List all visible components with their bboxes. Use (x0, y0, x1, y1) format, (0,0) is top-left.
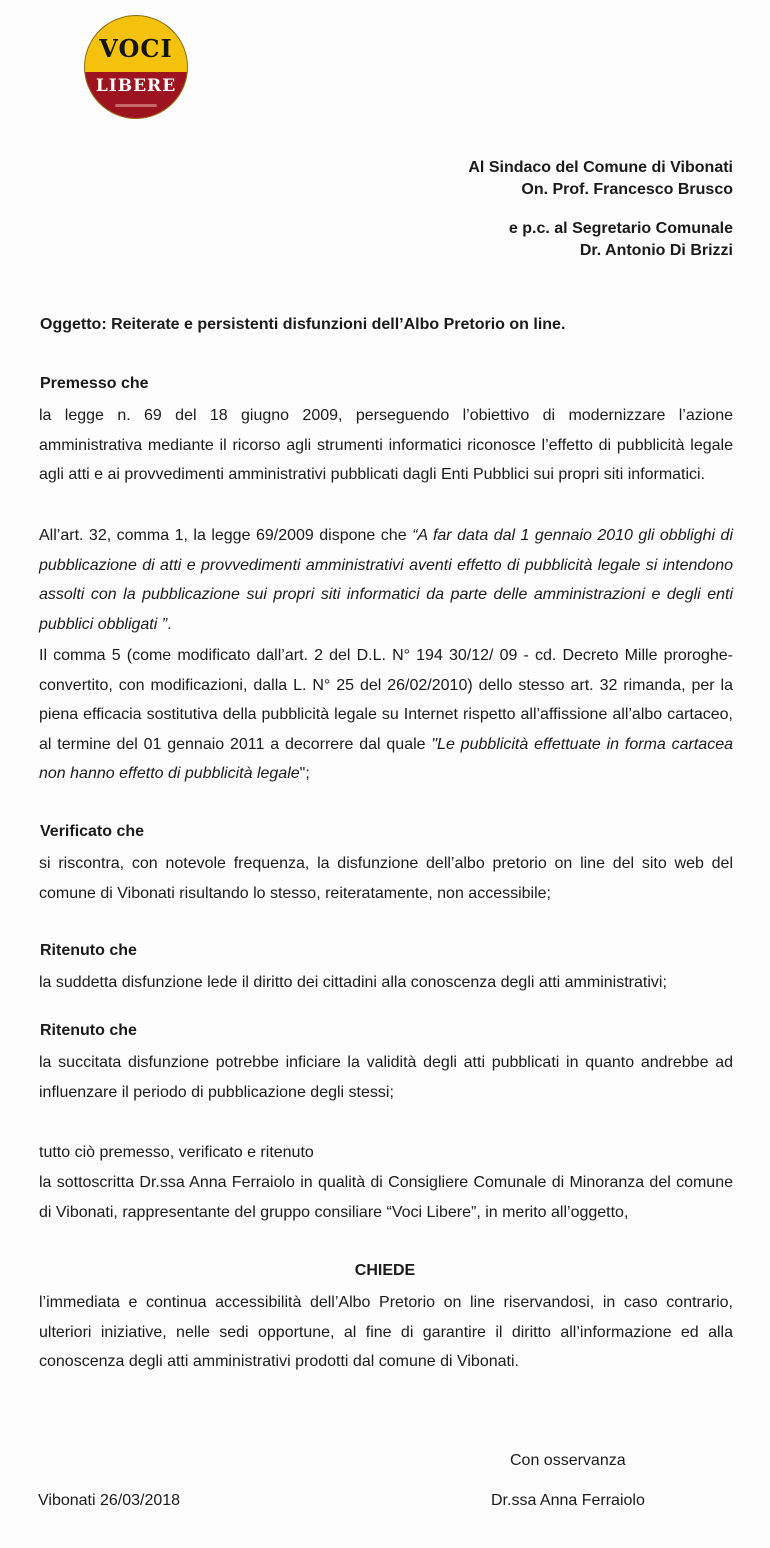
recipient-mayor: Al Sindaco del Comune di Vibonati (468, 159, 733, 176)
paragraph-premesso-1: la legge n. 69 del 18 giugno 2009, perseguendo l’obiettivo di modernizzare l’azione amministrativa mediante il ricorso agli strumenti informatici riconosce l’effetto di pubblicità legale agli atti e ai provvedimenti amministrativi pubblicati dagli Enti Pubblici sui propri siti informatici. (39, 407, 733, 483)
paragraph-premesso-2 (39, 521, 733, 639)
heading-ritenuto-1: Ritenuto che (40, 942, 137, 959)
subject-line: Oggetto: Reiterate e persistenti disfunzioni dell’Albo Pretorio on line. (40, 316, 566, 333)
heading-verificato: Verificato che (40, 823, 145, 840)
signatory-name: Dr.ssa Anna Ferraiolo (491, 1492, 645, 1509)
closing-intro: tutto ciò premesso, verificato e ritenuto (39, 1144, 314, 1161)
place-and-date: Vibonati 26/03/2018 (38, 1492, 181, 1509)
heading-premesso: Premesso che (40, 375, 149, 392)
logo-word-voci: VOCI (99, 34, 173, 63)
logo-small-text-mark (115, 104, 157, 107)
cc-secretary: e p.c. al Segretario Comunale (508, 220, 733, 237)
text-run: Il comma 5 (come modificato dall’art. 2 del D.L. N° 194 30/12/ 09 - cd. Decreto Mille proroghe- convertito, con modificazioni, dalla L. N° 25 del 26/02/2010) dello stesso art. 32 rimanda, per la piena efficacia sostitutiva della pubblicità legale su Internet rispetto all’affissione all’albo cartaceo, al termine del 01 gennaio 2011 a decorrere dal quale (39, 647, 733, 753)
quoted-law-text: “A far data dal 1 gennaio 2010 gli obblighi di pubblicazione di atti e provvedimenti amministrativi aventi effetto di pubblicità legale si intendono assolti con la pubblicazione sui propri siti informatici da parte delle amministrazioni e degli enti pubblici obbligati ” (39, 527, 734, 633)
paragraph-ritenuto-1: la suddetta disfunzione lede il diritto dei cittadini alla conoscenza degli atti amministrativi; (39, 974, 667, 991)
logo-word-libere: LIBERE (95, 76, 177, 96)
cc-block (509, 218, 733, 262)
recipient-mayor-name: On. Prof. Francesco Brusco (521, 181, 733, 198)
quoted-law-text: "Le pubblicità effettuate in forma cartacea non hanno effetto di pubblicità legale (39, 735, 733, 782)
cc-secretary-name: Dr. Antonio Di Brizzi (579, 242, 733, 259)
paragraph-request: l’immediata e continua accessibilità dell’Albo Pretorio on line riservandosi, in caso contrario, ulteriori iniziative, nelle sedi opportune, al fine di garantire il diritto all’informazione ed alla conoscenza degli atti amministrativi prodotti dal comune di Vibonati. (39, 1294, 733, 1370)
recipient-block (468, 157, 733, 201)
paragraph-ritenuto-2: la succitata disfunzione potrebbe inficiare la validità degli atti pubblicati in quanto andrebbe ad influenzare il periodo di pubblicazione degli stessi; (39, 1054, 733, 1101)
paragraph-premesso-3 (39, 641, 733, 789)
paragraph-verificato: si riscontra, con notevole frequenza, la disfunzione dell’albo pretorio on line del sito web del comune di Vibonati risultando lo stesso, reiteratamente, non accessibile; (39, 855, 733, 902)
text-run: "; (299, 765, 310, 782)
voci-libere-logo (85, 16, 187, 118)
heading-ritenuto-2: Ritenuto che (40, 1022, 137, 1039)
text-run: All’art. 32, comma 1, la legge 69/2009 dispone che (39, 527, 413, 544)
text-run: . (167, 615, 172, 633)
closing-greeting: Con osservanza (510, 1452, 626, 1469)
paragraph-signatory: la sottoscritta Dr.ssa Anna Ferraiolo in qualità di Consigliere Comunale di Minoranza del comune di Vibonati, rappresentante del gruppo consiliare “Voci Libere”, in merito all’oggetto, (39, 1174, 733, 1221)
heading-chiede: CHIEDE (354, 1262, 416, 1279)
